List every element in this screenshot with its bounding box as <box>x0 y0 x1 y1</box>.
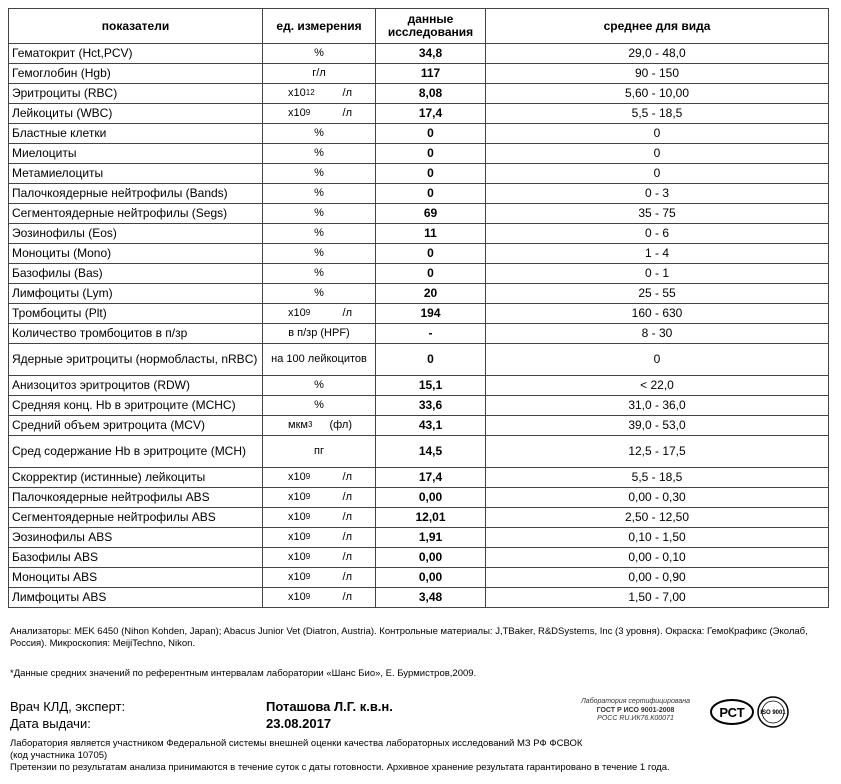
row-unit <box>263 304 376 324</box>
row-unit <box>263 528 376 548</box>
row-reference: 0 <box>486 164 829 184</box>
row-value: 11 <box>376 224 486 244</box>
row-reference: 0 <box>486 344 829 376</box>
row-reference: 0 - 1 <box>486 264 829 284</box>
row-indicator: Количество тромбоцитов в п/зр <box>9 324 263 344</box>
cert-line-3: РОСС RU.ИК76.К00071 <box>597 715 674 722</box>
header-reference: среднее для вида <box>486 9 829 44</box>
unit-exponent: 9 <box>305 472 311 481</box>
fsvok-participation: Лаборатория является участником Федеральной системы внешней оценки качества лабораторных исследований МЗ РФ ФСВОК <box>10 738 583 749</box>
unit-base: х10 <box>288 307 306 319</box>
row-unit <box>263 84 376 104</box>
row-indicator: Ядерные эритроциты (нормобласты, nRBC) <box>9 344 263 376</box>
participant-code: (код участника 10705) <box>10 750 108 761</box>
row-unit: % <box>263 184 376 204</box>
analyzers-note: Анализаторы: MEK 6450 (Nihon Kohden, Japan); Abacus Junior Vet (Diatron, Austria). Контрольные материалы: J,TBaker, R&DSystems, Inc (3 уровня). Окраска: ГемоКрафикс (Эколаб, Россия). Микроскопия: MeijiTechno, Nikon. <box>10 626 808 649</box>
row-unit: в п/зр (HPF) <box>263 324 376 344</box>
row-unit <box>263 568 376 588</box>
table-row <box>9 184 829 204</box>
reference-source-note: *Данные средних значений по референтным интервалам лаборатории «Шанс Био», Е. Бурмистров,2009. <box>10 668 477 679</box>
iso-logo-icon <box>757 696 789 728</box>
row-value: 8,08 <box>376 84 486 104</box>
row-reference: 2,50 - 12,50 <box>486 508 829 528</box>
unit-base: х10 <box>288 511 306 523</box>
table-row <box>9 104 829 124</box>
row-indicator: Скорректир (истинные) лейкоциты <box>9 468 263 488</box>
row-unit: г/л <box>263 64 376 84</box>
row-reference: 0 <box>486 124 829 144</box>
row-value: 12,01 <box>376 508 486 528</box>
unit-tail: /л <box>342 531 352 543</box>
unit-tail: /л <box>342 571 352 583</box>
rst-logo-icon <box>709 698 755 726</box>
table-row <box>9 568 829 588</box>
doctor-label: Врач КЛД, эксперт: <box>10 699 126 714</box>
table-row <box>9 304 829 324</box>
row-unit: на 100 лейкоцитов <box>263 344 376 376</box>
row-indicator: Лимфоциты (Lym) <box>9 284 263 304</box>
row-indicator: Эозинофилы ABS <box>9 528 263 548</box>
claims-note: Претензии по результатам анализа принимаются в течение суток с даты готовности. Архивное хранение результата гарантировано в течение 1 года. <box>10 762 670 773</box>
table-row <box>9 224 829 244</box>
row-value: 0 <box>376 244 486 264</box>
table-row <box>9 144 829 164</box>
row-unit <box>263 104 376 124</box>
header-unit: ед. измерения <box>263 9 376 44</box>
unit-base: х10 <box>288 87 306 99</box>
row-value: 0,00 <box>376 488 486 508</box>
unit-exponent: 3 <box>307 420 313 429</box>
row-unit: % <box>263 244 376 264</box>
unit-exponent: 9 <box>305 532 311 541</box>
row-reference: < 22,0 <box>486 376 829 396</box>
row-indicator: Метамиелоциты <box>9 164 263 184</box>
unit-tail: /л <box>342 471 352 483</box>
row-indicator: Моноциты ABS <box>9 568 263 588</box>
unit-exponent: 9 <box>305 552 311 561</box>
row-indicator: Миелоциты <box>9 144 263 164</box>
row-reference: 5,5 - 18,5 <box>486 468 829 488</box>
results-table <box>8 8 829 608</box>
table-row <box>9 488 829 508</box>
cert-line-2: ГОСТ Р ИСО 9001-2008 <box>596 706 675 714</box>
table-row <box>9 84 829 104</box>
table-row <box>9 416 829 436</box>
certification-text <box>568 698 703 724</box>
table-row <box>9 436 829 468</box>
header-value: данные исследования <box>376 9 486 44</box>
row-reference: 5,5 - 18,5 <box>486 104 829 124</box>
row-value: 43,1 <box>376 416 486 436</box>
row-value: 69 <box>376 204 486 224</box>
row-value: 14,5 <box>376 436 486 468</box>
row-value: 194 <box>376 304 486 324</box>
unit-base: х10 <box>288 107 306 119</box>
rst-logo-text: РСТ <box>719 705 745 720</box>
unit-base: мкм <box>288 419 308 431</box>
row-reference: 12,5 - 17,5 <box>486 436 829 468</box>
row-value: 17,4 <box>376 104 486 124</box>
row-value: 20 <box>376 284 486 304</box>
header-row <box>9 9 829 44</box>
row-value: 0,00 <box>376 568 486 588</box>
row-indicator: Лейкоциты (WBC) <box>9 104 263 124</box>
row-indicator: Эозинофилы (Eos) <box>9 224 263 244</box>
row-unit: % <box>263 396 376 416</box>
row-indicator: Эритроциты (RBC) <box>9 84 263 104</box>
unit-tail: /л <box>342 307 352 319</box>
row-reference: 8 - 30 <box>486 324 829 344</box>
results-body <box>9 44 829 608</box>
unit-exponent: 9 <box>305 512 311 521</box>
unit-base: х10 <box>288 531 306 543</box>
unit-tail: /л <box>342 107 352 119</box>
header-indicator: показатели <box>9 9 263 44</box>
row-reference: 35 - 75 <box>486 204 829 224</box>
row-indicator: Сегментоядерные нейтрофилы ABS <box>9 508 263 528</box>
table-row <box>9 508 829 528</box>
table-row <box>9 64 829 84</box>
table-row <box>9 588 829 608</box>
row-unit <box>263 508 376 528</box>
unit-base: х10 <box>288 571 306 583</box>
row-unit <box>263 548 376 568</box>
row-value: 0 <box>376 164 486 184</box>
unit-tail: /л <box>342 591 352 603</box>
table-row <box>9 376 829 396</box>
table-row <box>9 324 829 344</box>
row-indicator: Моноциты (Mono) <box>9 244 263 264</box>
row-reference: 0,00 - 0,90 <box>486 568 829 588</box>
unit-exponent: 9 <box>305 308 311 317</box>
row-value: 117 <box>376 64 486 84</box>
row-unit <box>263 488 376 508</box>
row-unit: % <box>263 264 376 284</box>
unit-tail: /л <box>342 491 352 503</box>
row-value: 0,00 <box>376 548 486 568</box>
unit-exponent: 9 <box>305 108 311 117</box>
row-reference: 0,10 - 1,50 <box>486 528 829 548</box>
row-reference: 29,0 - 48,0 <box>486 44 829 64</box>
table-row <box>9 164 829 184</box>
table-row <box>9 344 829 376</box>
cert-line-1: Лаборатория сертифицирована <box>581 698 690 705</box>
row-reference: 5,60 - 10,00 <box>486 84 829 104</box>
table-row <box>9 548 829 568</box>
row-reference: 0,00 - 0,10 <box>486 548 829 568</box>
row-indicator: Сегментоядерные нейтрофилы (Segs) <box>9 204 263 224</box>
row-indicator: Лимфоциты ABS <box>9 588 263 608</box>
table-row <box>9 528 829 548</box>
table-row <box>9 264 829 284</box>
row-reference: 90 - 150 <box>486 64 829 84</box>
doctor-name: Поташова Л.Г. к.в.н. <box>266 699 393 714</box>
row-reference: 39,0 - 53,0 <box>486 416 829 436</box>
row-value: - <box>376 324 486 344</box>
row-unit: % <box>263 284 376 304</box>
unit-tail: /л <box>342 87 352 99</box>
row-value: 1,91 <box>376 528 486 548</box>
unit-exponent: 9 <box>305 492 311 501</box>
unit-tail: /л <box>342 511 352 523</box>
row-unit: % <box>263 44 376 64</box>
row-value: 0 <box>376 184 486 204</box>
row-indicator: Гемоглобин (Hgb) <box>9 64 263 84</box>
table-row <box>9 396 829 416</box>
row-value: 17,4 <box>376 468 486 488</box>
table-row <box>9 284 829 304</box>
unit-tail: (фл) <box>329 419 352 431</box>
row-value: 0 <box>376 124 486 144</box>
table-row <box>9 44 829 64</box>
row-indicator: Гематокрит (Hct,PCV) <box>9 44 263 64</box>
row-reference: 25 - 55 <box>486 284 829 304</box>
row-unit <box>263 416 376 436</box>
row-value: 0 <box>376 144 486 164</box>
row-unit: % <box>263 204 376 224</box>
unit-base: х10 <box>288 591 306 603</box>
table-row <box>9 244 829 264</box>
unit-exponent: 9 <box>305 592 311 601</box>
row-reference: 1 - 4 <box>486 244 829 264</box>
row-reference: 1,50 - 7,00 <box>486 588 829 608</box>
row-indicator: Бластные клетки <box>9 124 263 144</box>
unit-exponent: 9 <box>305 572 311 581</box>
table-row <box>9 468 829 488</box>
unit-base: х10 <box>288 491 306 503</box>
row-reference: 31,0 - 36,0 <box>486 396 829 416</box>
row-unit: % <box>263 144 376 164</box>
row-value: 15,1 <box>376 376 486 396</box>
issue-date: 23.08.2017 <box>266 716 332 731</box>
issue-date-label: Дата выдачи: <box>10 716 91 731</box>
row-value: 3,48 <box>376 588 486 608</box>
unit-base: х10 <box>288 471 306 483</box>
row-unit <box>263 468 376 488</box>
row-unit: % <box>263 164 376 184</box>
row-indicator: Базофилы (Bas) <box>9 264 263 284</box>
row-indicator: Сред содержание Hb в эритроците (MCH) <box>9 436 263 468</box>
row-value: 33,6 <box>376 396 486 416</box>
row-unit: % <box>263 376 376 396</box>
row-reference: 0,00 - 0,30 <box>486 488 829 508</box>
unit-tail: /л <box>342 551 352 563</box>
unit-exponent: 12 <box>305 88 315 97</box>
row-indicator: Палочкоядерные нейтрофилы (Bands) <box>9 184 263 204</box>
unit-base: х10 <box>288 551 306 563</box>
table-row <box>9 124 829 144</box>
row-indicator: Средняя конц. Hb в эритроците (MCHC) <box>9 396 263 416</box>
row-unit <box>263 588 376 608</box>
row-reference: 160 - 630 <box>486 304 829 324</box>
row-unit: % <box>263 124 376 144</box>
row-indicator: Тромбоциты (Plt) <box>9 304 263 324</box>
row-unit: % <box>263 224 376 244</box>
row-indicator: Базофилы ABS <box>9 548 263 568</box>
row-value: 0 <box>376 344 486 376</box>
row-reference: 0 <box>486 144 829 164</box>
table-row <box>9 204 829 224</box>
row-indicator: Анизоцитоз эритроцитов (RDW) <box>9 376 263 396</box>
row-value: 0 <box>376 264 486 284</box>
row-value: 34,8 <box>376 44 486 64</box>
row-reference: 0 - 3 <box>486 184 829 204</box>
iso-logo-text: ISO 9001 <box>760 710 786 716</box>
row-reference: 0 - 6 <box>486 224 829 244</box>
row-unit: пг <box>263 436 376 468</box>
row-indicator: Палочкоядерные нейтрофилы ABS <box>9 488 263 508</box>
row-indicator: Средний объем эритроцита (MCV) <box>9 416 263 436</box>
